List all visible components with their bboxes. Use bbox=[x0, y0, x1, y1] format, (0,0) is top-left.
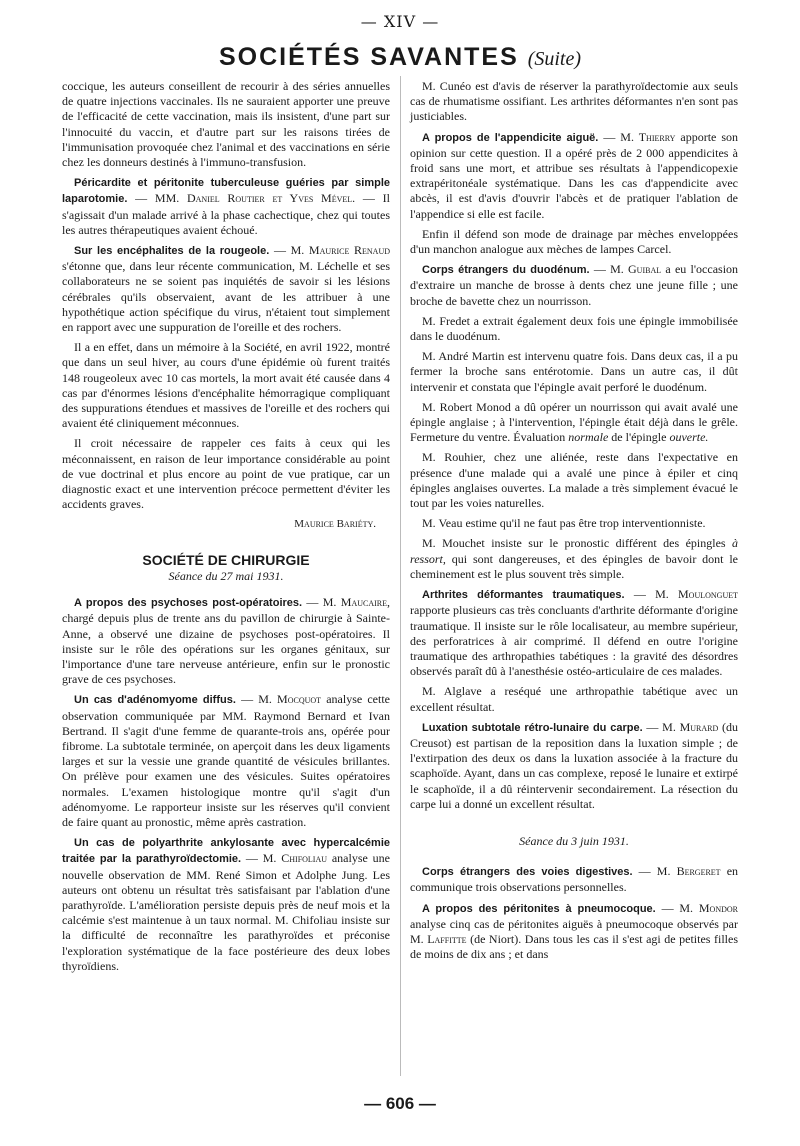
article-text: analyse une nouvelle observation de MM. René Simon et Adolphe Jung. Les auteurs ont obtenu un résultat très satisfaisant par l'ablation d'une parathyroïde. L'amélioration persiste depuis près de neuf mois et la calcémie s'est maintenue à un taux normal. M. Chifoliau insiste sur la difficulté de reconnaître les parathyroïdes et préconise l'exploration systématique de la face postérieure des deux lobes thyroïdiens. bbox=[62, 851, 390, 973]
paragraph bbox=[62, 175, 390, 238]
article-heading: A propos de l'appendicite aiguë. bbox=[422, 131, 599, 144]
article-text: — Il s'agissait d'un malade arrivé à la phase cachectique, chez qui toutes les autres thérapeutiques avaient échoué. bbox=[62, 191, 390, 237]
article-text: a eu l'occasion d'extraire un manche de brosse à dents chez une jeune fille ; une broche de bavette chez un nourrisson. bbox=[410, 262, 739, 308]
page-title bbox=[0, 43, 800, 72]
section-heading: SOCIÉTÉ DE CHIRURGIE bbox=[142, 551, 310, 568]
paragraph bbox=[410, 720, 738, 812]
article-authors: — M. Moulonguet bbox=[633, 587, 738, 602]
article-authors: — M. Thierry bbox=[603, 129, 676, 144]
article-heading: Un cas d'adénomyome diffus. bbox=[74, 694, 236, 707]
paragraph bbox=[410, 901, 738, 963]
italic-term: normale bbox=[568, 430, 609, 445]
paragraph: M. Rouhier, chez une aliénée, reste dans l'expectative en présence d'une malade qui a avalé une pince à épiler et cinq épingles anglaises ouvertes. La malade a très simplement évacué le tout par les voies naturelles. bbox=[410, 450, 738, 511]
article-text: en communique trois observations personnelles. bbox=[410, 864, 739, 895]
article-text: de l'épingle bbox=[611, 430, 667, 445]
paragraph bbox=[62, 692, 390, 830]
article-heading: A propos des psychoses post-opératoires. bbox=[74, 597, 303, 610]
page-number: — 606 — bbox=[364, 1094, 436, 1113]
session-date: Séance du 27 mai 1931. bbox=[168, 568, 284, 583]
right-column bbox=[410, 79, 738, 967]
italic-term: ouverte. bbox=[669, 430, 709, 445]
paragraph bbox=[62, 595, 390, 687]
article-authors: — M. Maurice Renaud bbox=[273, 243, 391, 258]
paragraph bbox=[62, 835, 390, 974]
paragraph: M. Alglave a reséqué une arthropathie tabétique avec un excellent résultat. bbox=[410, 684, 738, 714]
article-heading: Un cas de polyarthrite ankylosante avec hypercalcémie traitée par la parathyroïdectomie. bbox=[62, 837, 390, 866]
article-text: apporte son opinion sur cette question. Il a opéré près de 2 000 appendicites à froid sans une mort, et attribue ses résultats à l'appendicopexie extrapéritonéale systématique. Dans les cas d'appendicite avec abcès, il est d'avis d'ouvrir l'abcès et de pratiquer l'ablation de l'appendice si elle est facile. bbox=[410, 129, 739, 221]
paragraph bbox=[410, 400, 738, 446]
article-authors: — M. Bergeret bbox=[638, 864, 721, 879]
paragraph: coccique, les auteurs conseillent de recourir à des séries annuelles de quatre injections vaccinales. Ils ne sauraient apporter une preuve de l'efficacité de cette vaccination, mais ils insistent, d'une part sur l'innocuité du vaccin, et d'autre part sur les raisons tirées de l'immunisation provoquée chez l'animal et des vaccinations en série chez les donneurs destinés à l'immuno-transfusion. bbox=[62, 79, 390, 170]
paragraph: M. Veau estime qu'il ne faut pas être trop interventionniste. bbox=[422, 516, 706, 531]
article-heading: Luxation subtotale rétro-lunaire du carpe. bbox=[422, 721, 643, 734]
person-name: Laffitte bbox=[427, 931, 467, 946]
article-text: M. Mouchet insiste sur le pronostic différent des épingles bbox=[422, 536, 726, 551]
article-text: (du Creusot) est partisan de la reposition dans la luxation simple ; de l'extirpation des deux os dans la luxation associée à la fracture du scaphoïde. Ayant, dans un cas complexe, reposé le lunaire et extirpé le scaphoïde, il a dû réintervenir secondairement. La résection du carpe lui a donné un excellent résultat. bbox=[410, 719, 739, 811]
article-authors: — M. Chifoliau bbox=[245, 851, 328, 866]
roman-page-number: — XIV — bbox=[360, 12, 440, 31]
article-heading: A propos des péritonites à pneumocoque. bbox=[422, 902, 656, 915]
paragraph: Il a en effet, dans un mémoire à la Société, en avril 1922, montré que dans un seul hiver, au cours d'une épidémie où furent traités 148 rougeoleux avec 10 cas mortels, la mort avait été causée dans 4 cas par d'énormes lésions d'encéphalite hémorragique compliquant des suppurations étendues et massives de l'oreille et des rochers qui avaient été cliniquement méconnues. bbox=[62, 340, 390, 431]
article-authors: — M. Mocquot bbox=[241, 692, 322, 707]
article-text: analyse cinq cas de péritonites aiguës à pneumocoque observés par M. bbox=[410, 916, 738, 946]
article-text: (de Niort). Dans tous les cas il s'est agi de petites filles de moins de dix ans ; et dans bbox=[410, 931, 738, 962]
paragraph: Il croit nécessaire de rappeler ces faits à ceux qui les méconnaissent, en raison de leur importance considérable au point de vue doctrinal et plus encore au point de vue pratique, car un diagnostic exact et une intervention précoce permettent d'éviter les accidents graves. bbox=[62, 436, 390, 512]
title-main: SOCIÉTÉS SAVANTES bbox=[218, 43, 519, 71]
article-authors: — M. Murard bbox=[646, 719, 719, 734]
column-divider bbox=[400, 76, 401, 1076]
article-authors: — MM. Daniel Routier et Yves Mével. bbox=[135, 191, 356, 206]
article-authors: — M. Guibal bbox=[593, 262, 662, 277]
article-text: M. Robert Monod a dû opérer un nourrisson qui avait avalé une épingle anglaise ; à l'intervention, l'épingle était déjà dans le grêle. Fermeture du ventre. Évaluation bbox=[410, 399, 738, 445]
article-text: rapporte plusieurs cas très concluants d'arthrite déformante d'origine traumatique. Il insiste sur le rôle localisateur, au membre supérieur, des perforatrices à air comprimé. Il défend en outre l'origine traumatique des arthropathies tabétiques : la gravité des désordres observés paraît dû à l'anesthésie ostéo-articulaire de ces malades. bbox=[410, 603, 738, 679]
article-text: qui sont dangereuses, et des épingles de bavoir dont le cheminement est le plus souvent très simple. bbox=[410, 551, 739, 581]
paragraph bbox=[410, 587, 738, 679]
article-heading: Sur les encéphalites de la rougeole. bbox=[74, 245, 270, 258]
paragraph bbox=[410, 536, 738, 582]
article-text: analyse cette observation communiquée par MM. Raymond Bernard et Ivan Bertrand. Il s'agit d'une femme de quarante-trois ans, opérée pour fibrome. La subtotale terminée, on aperçoit dans les deux ligaments larges et sur la vessie une grande quantité de vésicules brillantes. On prélève pour examen une des vésicules. Suites opératoires normales. L'examen histologique montre qu'il s'agit d'un adénomyome. Le rapporteur insiste sur les réserves qu'il convient de faire quant au pronostic, même après castration. bbox=[62, 692, 390, 829]
paragraph bbox=[410, 864, 738, 895]
signature: Maurice Bariéty. bbox=[294, 518, 376, 531]
article-heading: Péricardite et péritonite tuberculeuse guéries par simple laparotomie. bbox=[62, 177, 390, 206]
left-column bbox=[62, 79, 390, 979]
article-text: chargé depuis plus de trente ans du pavillon de chirurgie à Sainte-Anne, a observé une dizaine de psychoses post-opératoires. Il insiste sur le rôle des opérations sur les organes génitaux, sur l'importance d'une tare nerveuse antérieure, enfin sur le pronostic grave de ces psychoses. bbox=[62, 611, 390, 687]
title-suffix: (Suite) bbox=[527, 48, 582, 70]
article-authors: — M. Mondor bbox=[661, 900, 738, 915]
article-text: s'étonne que, dans leur récente communication, M. Léchelle et ses collaborateurs ne se soient pas inquiétés de savoir si les lésions cérébrales qu'ils observaient, avant de les attribuer à une hypothétique action spécifique du virus, n'étaient tout simplement en rapport avec une suppuration de l'oreille et des rochers. bbox=[62, 259, 390, 335]
session-date: Séance du 3 juin 1931. bbox=[519, 833, 629, 848]
italic-term: à ressort, bbox=[410, 536, 738, 566]
article-authors: — M. Maucaire, bbox=[306, 595, 390, 610]
paragraph bbox=[62, 243, 390, 335]
paragraph: Enfin il défend son mode de drainage par mèches enveloppées d'un manchon analogue aux mèches de lampes Carcel. bbox=[410, 226, 738, 257]
article-heading: Corps étrangers des voies digestives. bbox=[422, 866, 633, 879]
article-heading: Corps étrangers du duodénum. bbox=[422, 264, 590, 277]
paragraph: M. Cunéo est d'avis de réserver la parathyroïdectomie aux seuls cas de rhumatisme ossifiant. Les arthrites déformantes n'en sont pas justiciables. bbox=[410, 79, 738, 124]
paragraph: M. Fredet a extrait également deux fois une épingle immobilisée dans le duodénum. bbox=[410, 313, 738, 344]
paragraph: M. André Martin est intervenu quatre fois. Dans deux cas, il a pu fermer la broche sans entérotomie. Dans un autre cas, il dût intervenir et constata que l'épingle avait perforé le duodénum. bbox=[410, 349, 738, 394]
paragraph bbox=[410, 130, 738, 222]
article-heading: Arthrites déformantes traumatiques. bbox=[422, 589, 625, 602]
paragraph bbox=[410, 262, 738, 309]
